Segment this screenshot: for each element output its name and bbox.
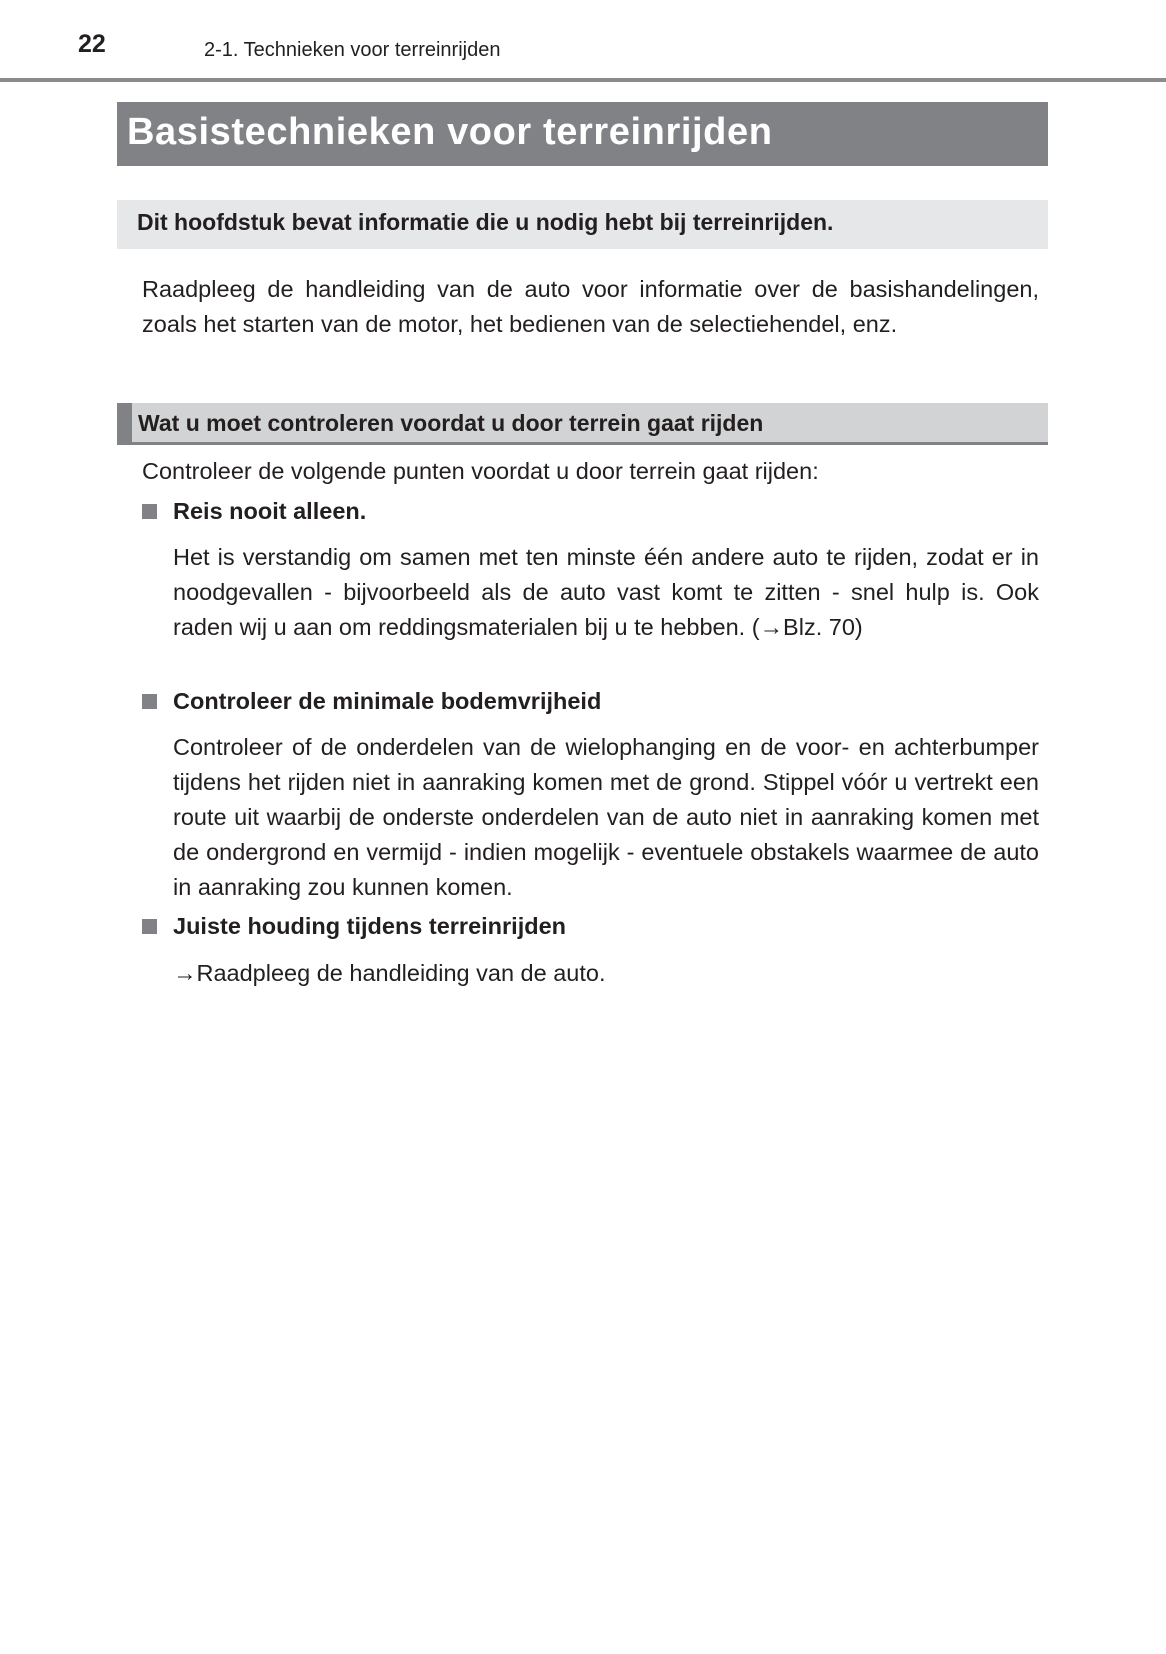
section-heading: Wat u moet controleren voordat u door terrein gaat rijden	[138, 410, 764, 436]
intro-box-text: Dit hoofdstuk bevat informatie die u nodig hebt bij terreinrijden.	[137, 209, 834, 235]
page-number: 22	[78, 30, 106, 58]
running-head: 2-1. Technieken voor terreinrijden	[204, 39, 501, 61]
item-heading	[142, 913, 566, 940]
intro-box	[117, 200, 1048, 249]
square-bullet-icon	[142, 504, 157, 519]
item-heading	[142, 498, 366, 525]
section-lead: Controleer de volgende punten voordat u door terrein gaat rijden:	[142, 458, 819, 484]
header-rule	[0, 78, 1166, 82]
section-heading-bar	[117, 403, 1048, 445]
page-title: Basistechnieken voor terreinrijden	[127, 111, 773, 153]
item-body: Het is verstandig om samen met ten minste één andere auto te rijden, zodat er in noodgevallen - bijvoorbeeld als de auto vast komt te zitten - snel hulp is. Ook raden wij u aan om reddingsmaterialen bij u te hebben. (→Blz. 70)	[173, 544, 1039, 640]
square-bullet-icon	[142, 919, 157, 934]
item-body: Controleer of de onderdelen van de wielophanging en de voor- en achterbumper tijdens het rijden niet in aanraking komen met de grond. Stippel vóór u vertrekt een route uit waarbij de onderste onderdelen van de auto niet in aanraking komen met de ondergrond en vermijd - indien mogelijk - eventuele obstakels waarmee de auto in aanraking zou kunnen komen.	[173, 734, 1039, 900]
square-bullet-icon	[142, 694, 157, 709]
title-bar	[117, 102, 1048, 166]
item-body-link[interactable]: →Raadpleeg de handleiding van de auto.	[173, 960, 606, 986]
item-heading-text: Juiste houding tijdens terreinrijden	[173, 913, 567, 939]
item-heading	[142, 688, 601, 715]
item-heading-text: Reis nooit alleen.	[173, 498, 367, 524]
intro-paragraph: Raadpleeg de handleiding van de auto voor informatie over de basishandelingen, zoals het starten van de motor, het bedienen van de selectiehendel, enz.	[142, 276, 1039, 337]
item-heading-text: Controleer de minimale bodemvrijheid	[173, 688, 602, 714]
